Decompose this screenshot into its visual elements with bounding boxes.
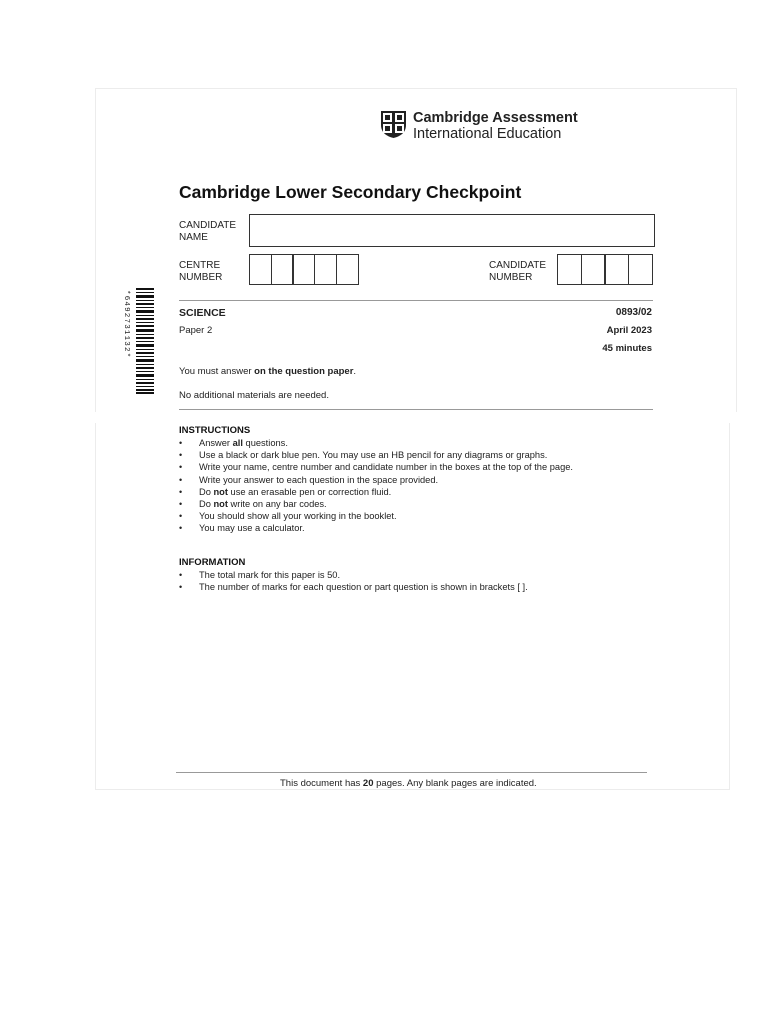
list-item: • Use a black or dark blue pen. You may use an HB pencil for any diagrams or graphs. [179, 449, 573, 461]
divider-top [179, 300, 653, 301]
footer-prefix: This document has [280, 778, 363, 789]
centre-digit-box[interactable] [314, 254, 337, 285]
candidate-number-label-line1: CANDIDATE [489, 260, 547, 271]
candidate-name-label [179, 220, 236, 243]
cambridge-logo [380, 110, 578, 142]
information-heading: INFORMATION [179, 557, 246, 568]
answer-note-suffix: . [353, 366, 357, 377]
instructions-list [179, 437, 573, 535]
centre-number-boxes[interactable] [249, 254, 359, 285]
list-item: • The number of marks for each question or part question is shown in brackets [ ]. [179, 581, 528, 593]
crest-icon [380, 110, 407, 139]
list-item: • The total mark for this paper is 50. [179, 569, 528, 581]
candidate-digit-box[interactable] [604, 254, 629, 285]
centre-digit-box[interactable] [336, 254, 359, 285]
centre-digit-box[interactable] [292, 254, 315, 285]
candidate-number-label-line2: NUMBER [489, 271, 533, 283]
list-item: • You may use a calculator. [179, 522, 573, 534]
centre-number-label-line2: NUMBER [179, 271, 223, 283]
page-count: 20 [362, 778, 374, 789]
paper-number: Paper 2 [179, 325, 213, 336]
list-item: • You should show all your working in the booklet. [179, 510, 573, 522]
list-item: • Do not write on any bar codes. [179, 498, 573, 510]
logo-line-1: Cambridge Assessment [413, 110, 578, 126]
footer-note [280, 778, 537, 789]
divider-middle [179, 409, 653, 410]
candidate-digit-box[interactable] [628, 254, 653, 285]
centre-digit-box[interactable] [249, 254, 272, 285]
answer-note-bold: on the question paper [254, 366, 354, 377]
centre-number-label [179, 260, 222, 283]
barcode [136, 288, 154, 394]
candidate-number-label [489, 260, 546, 283]
footer-suffix: pages. Any blank pages are indicated. [373, 778, 537, 789]
candidate-number-boxes[interactable] [557, 254, 653, 285]
candidate-name-label-line2: NAME [179, 231, 208, 243]
paper-code: 0893/02 [615, 307, 652, 318]
divider-footer [176, 772, 647, 773]
answer-note-prefix: You must answer [179, 366, 255, 377]
list-item: • Answer all questions. [179, 437, 573, 449]
centre-digit-box[interactable] [271, 254, 294, 285]
exam-date: April 2023 [606, 325, 652, 336]
candidate-digit-box[interactable] [581, 254, 606, 285]
centre-number-label-line1: CENTRE [179, 260, 221, 271]
materials-note: No additional materials are needed. [179, 390, 329, 401]
candidate-name-field[interactable] [249, 214, 655, 247]
list-item: • Do not use an erasable pen or correction fluid. [179, 486, 573, 498]
candidate-digit-box[interactable] [557, 254, 582, 285]
barcode-digits: *6492731132* [122, 290, 130, 359]
exam-duration: 45 minutes [602, 343, 652, 354]
information-list [179, 569, 528, 593]
list-item: • Write your answer to each question in the space provided. [179, 474, 573, 486]
instructions-heading: INSTRUCTIONS [179, 425, 251, 436]
page-title: Cambridge Lower Secondary Checkpoint [179, 182, 522, 202]
answer-note [179, 366, 356, 377]
list-item: • Write your name, centre number and candidate number in the boxes at the top of the page. [179, 461, 573, 473]
subject: SCIENCE [179, 307, 226, 319]
candidate-name-label-line1: CANDIDATE [179, 220, 237, 231]
logo-line-2: International Education [413, 126, 562, 142]
